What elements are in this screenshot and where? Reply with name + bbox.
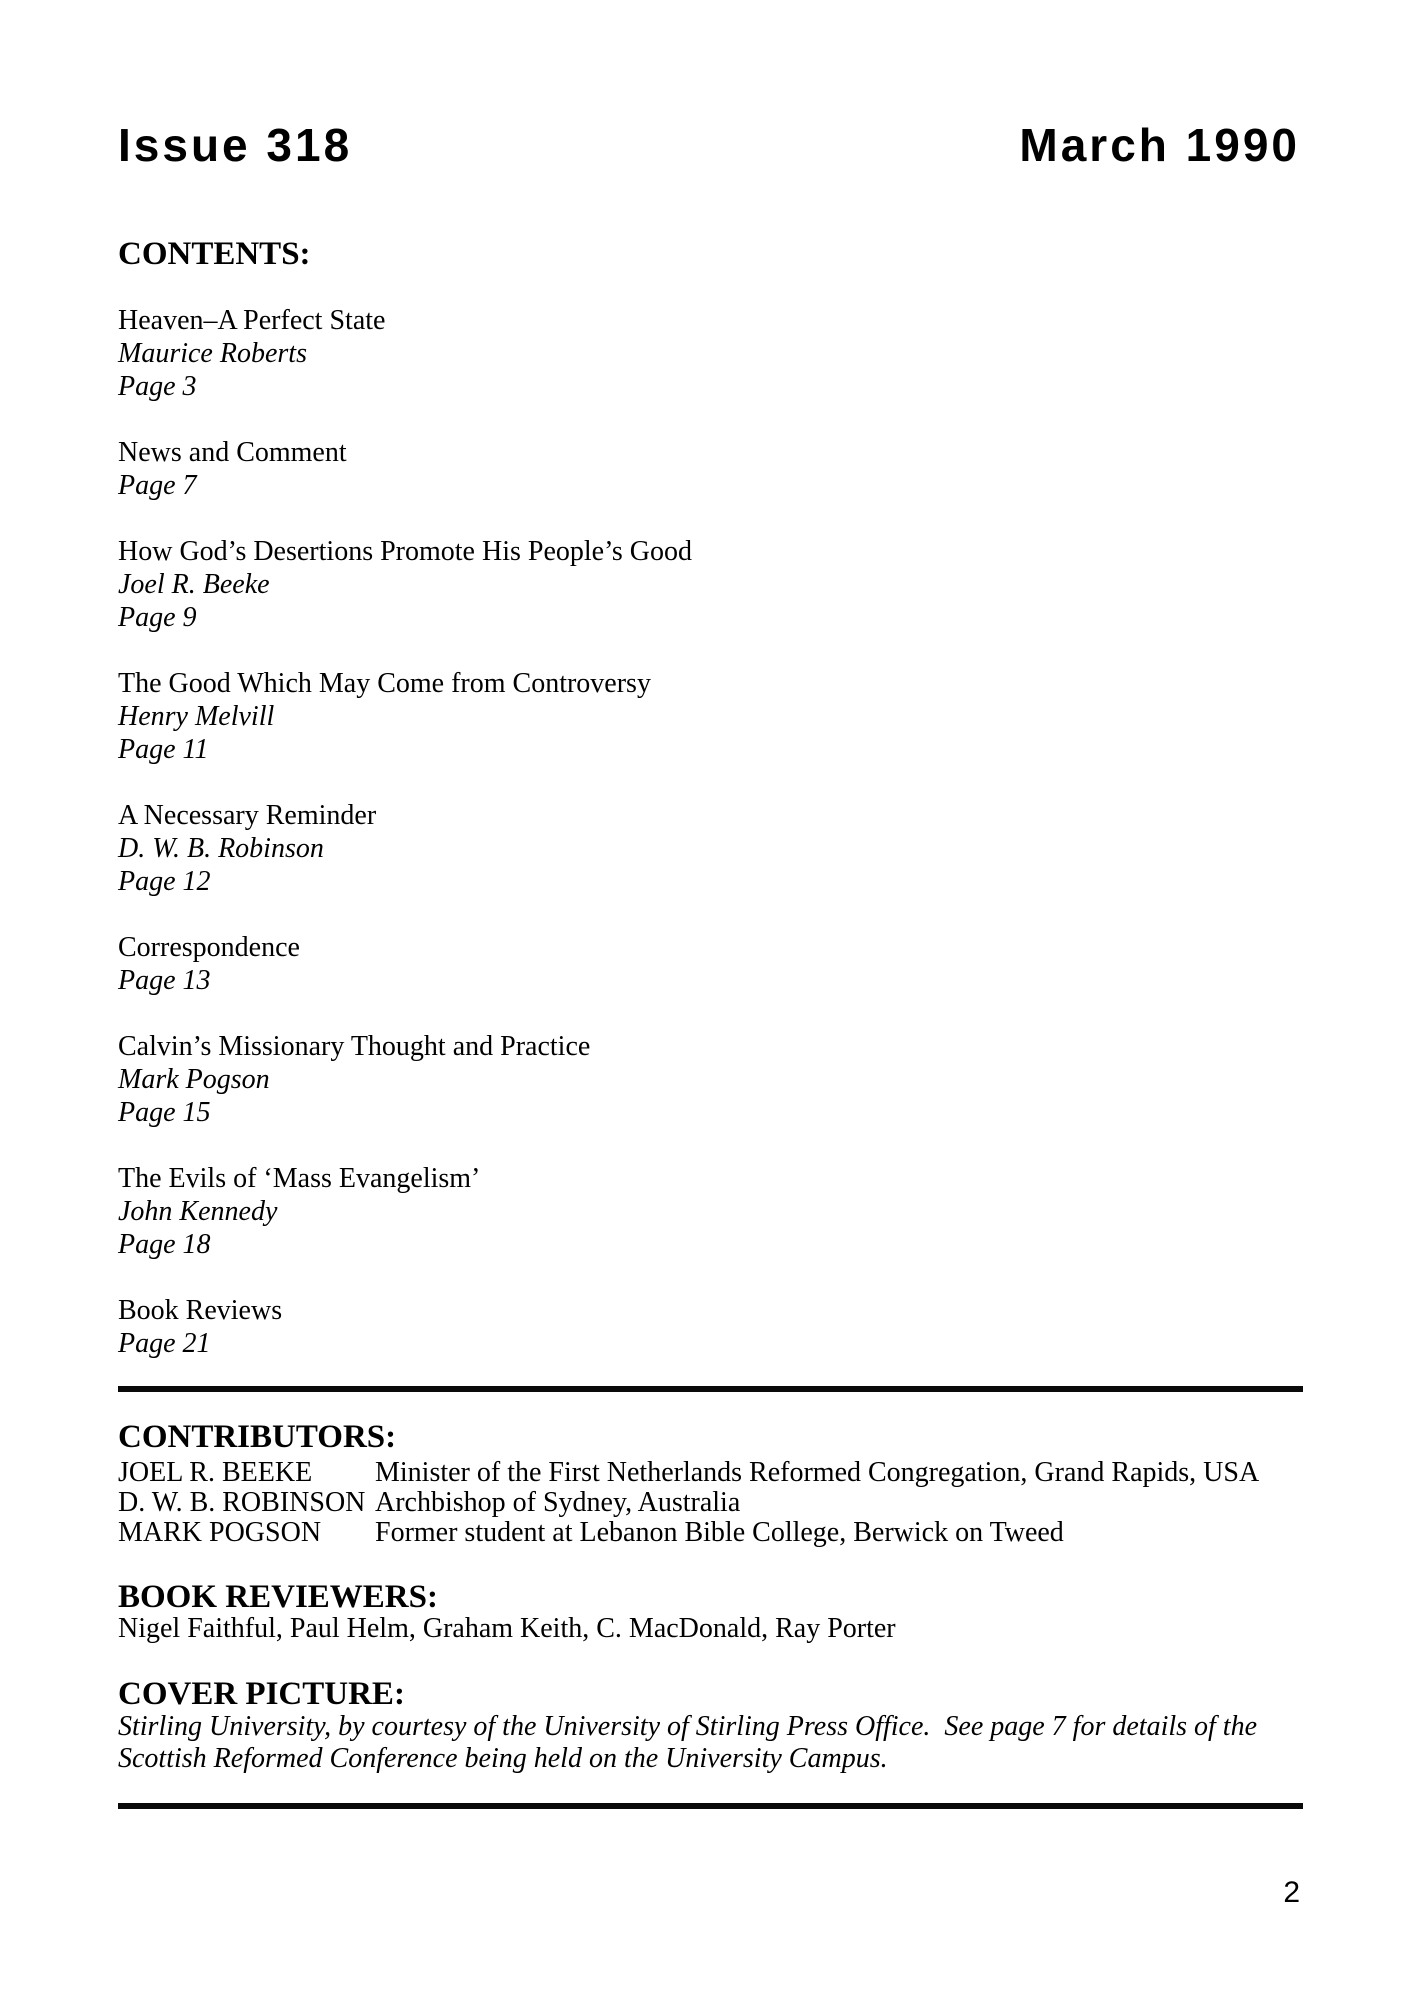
- entry-title: The Evils of ‘Mass Evangelism’: [118, 1163, 481, 1194]
- entry-title: A Necessary Reminder: [118, 800, 377, 831]
- entry-page: Page 3: [118, 371, 197, 402]
- page-number: 2: [1283, 1876, 1300, 1909]
- entry-page: Page 11: [118, 734, 209, 765]
- page-header: [118, 119, 1300, 171]
- contributor-row: [118, 1488, 1308, 1518]
- entry-page: Page 15: [118, 1097, 211, 1128]
- issue-title: Issue 318: [118, 119, 353, 171]
- contents-entry: [118, 1162, 1308, 1261]
- contributor-description: Former student at Lebanon Bible College, Berwick on Tweed: [375, 1517, 1064, 1548]
- contents-entry: [118, 1294, 1308, 1360]
- contributor-name: D. W. B. ROBINSON: [118, 1487, 366, 1518]
- issue-date: March 1990: [1019, 119, 1300, 171]
- contributor-name: MARK POGSON: [118, 1517, 322, 1548]
- contents-entry: [118, 535, 1308, 634]
- contributor-row: [118, 1518, 1308, 1548]
- book-reviewers-heading: BOOK REVIEWERS:: [118, 1579, 438, 1615]
- contributors-heading: CONTRIBUTORS:: [118, 1419, 397, 1455]
- contributor-row: [118, 1458, 1308, 1488]
- entry-title: Calvin’s Missionary Thought and Practice: [118, 1031, 591, 1062]
- entry-title: News and Comment: [118, 437, 347, 468]
- contents-entry: [118, 1030, 1308, 1129]
- book-reviewers-names: Nigel Faithful, Paul Helm, Graham Keith, C. MacDonald, Ray Porter: [118, 1613, 896, 1644]
- contents-entry: [118, 667, 1308, 766]
- entry-page: Page 9: [118, 602, 197, 633]
- contents-entry: [118, 799, 1308, 898]
- cover-picture-description: Stirling University, by courtesy of the University of Stirling Press Office. See page 7 for details of the Scottish Reformed Conference being held on the University Campus.: [118, 1711, 1258, 1774]
- book-reviewers-section: [118, 1580, 1308, 1644]
- cover-picture-section: [118, 1677, 1310, 1775]
- contributors-section: [118, 1420, 1308, 1548]
- entry-author: Joel R. Beeke: [118, 569, 270, 600]
- entry-title: How God’s Desertions Promote His People’s Good: [118, 536, 692, 567]
- contents-entry: [118, 436, 1308, 502]
- horizontal-rule-top: [118, 1386, 1303, 1392]
- entry-page: Page 21: [118, 1328, 211, 1359]
- entry-author: D. W. B. Robinson: [118, 833, 324, 864]
- entry-page: Page 18: [118, 1229, 211, 1260]
- entry-title: Heaven–A Perfect State: [118, 305, 386, 336]
- entry-author: Henry Melvill: [118, 701, 275, 732]
- entry-author: Mark Pogson: [118, 1064, 270, 1095]
- contributor-name: JOEL R. BEEKE: [118, 1457, 313, 1488]
- contents-entry: [118, 931, 1308, 997]
- entry-author: Maurice Roberts: [118, 338, 307, 369]
- entry-page: Page 7: [118, 470, 197, 501]
- contents-section: [118, 238, 1308, 1393]
- contents-entry: [118, 304, 1308, 403]
- contributor-description: Archbishop of Sydney, Australia: [375, 1487, 741, 1518]
- contributor-description: Minister of the First Netherlands Reformed Congregation, Grand Rapids, USA: [375, 1457, 1260, 1488]
- entry-title: The Good Which May Come from Controversy: [118, 668, 651, 699]
- entry-title: Correspondence: [118, 932, 300, 963]
- horizontal-rule-bottom: [118, 1803, 1303, 1809]
- entry-author: John Kennedy: [118, 1196, 278, 1227]
- contents-heading: CONTENTS:: [118, 236, 311, 272]
- cover-picture-heading: COVER PICTURE:: [118, 1676, 405, 1712]
- entry-page: Page 13: [118, 965, 211, 996]
- entry-title: Book Reviews: [118, 1295, 283, 1326]
- entry-page: Page 12: [118, 866, 211, 897]
